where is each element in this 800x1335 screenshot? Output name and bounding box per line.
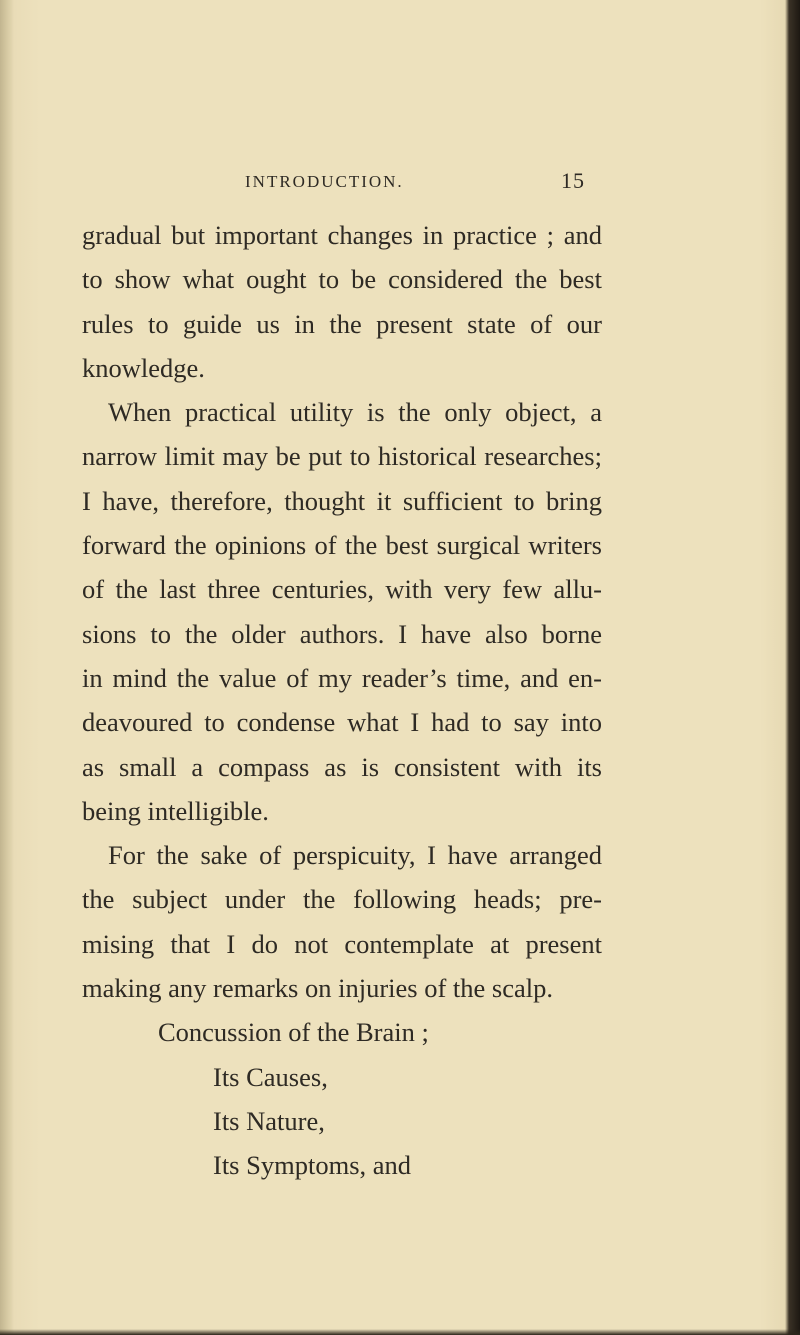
- running-head-title: INTRODUCTION.: [245, 172, 404, 191]
- head-item: Its Causes,: [213, 1061, 328, 1092]
- text-line: of the last three centuries, with very few allu-: [82, 574, 602, 605]
- paragraph-1: [82, 213, 602, 390]
- text-line: gradual but important changes in practice ; and: [82, 220, 602, 250]
- text-line: to show what ought to be considered the best: [82, 264, 602, 295]
- text-line: being intelligible.: [82, 795, 269, 826]
- text-line: making any remarks on injuries of the scalp.: [82, 973, 553, 1004]
- text-line: as small a compass as is consistent with its: [82, 751, 602, 782]
- text-line: forward the opinions of the best surgical writers: [82, 530, 602, 561]
- text-line: rules to guide us in the present state of our: [82, 308, 602, 339]
- head-item: Its Symptoms, and: [213, 1150, 412, 1181]
- body-text: [82, 213, 602, 1188]
- page-bottom-shadow: [0, 1329, 800, 1335]
- text-line: knowledge.: [82, 352, 205, 383]
- text-line: When practical utility is the only object, a: [108, 397, 602, 428]
- page-number: 15: [561, 168, 585, 193]
- text-line: the subject under the following heads; pre-: [82, 884, 602, 915]
- text-line: For the sake of perspicuity, I have arranged: [108, 840, 602, 871]
- text-line: sions to the older authors. I have also borne: [82, 618, 602, 649]
- text-line: deavoured to condense what I had to say into: [82, 707, 602, 738]
- head-item: Its Nature,: [213, 1105, 325, 1136]
- heads-list: [82, 1010, 602, 1187]
- text-line: mising that I do not contemplate at present: [82, 928, 602, 959]
- head-main: Concussion of the Brain ;: [158, 1017, 429, 1048]
- text-line: I have, therefore, thought it sufficient to bring: [82, 485, 602, 516]
- binding-shadow: [0, 0, 14, 1335]
- text-line: in mind the value of my reader’s time, and en-: [82, 662, 602, 693]
- paragraph-3: [82, 833, 602, 1010]
- running-head: [245, 168, 585, 196]
- paragraph-2: [82, 390, 602, 833]
- text-line: narrow limit may be put to historical researches;: [82, 441, 602, 472]
